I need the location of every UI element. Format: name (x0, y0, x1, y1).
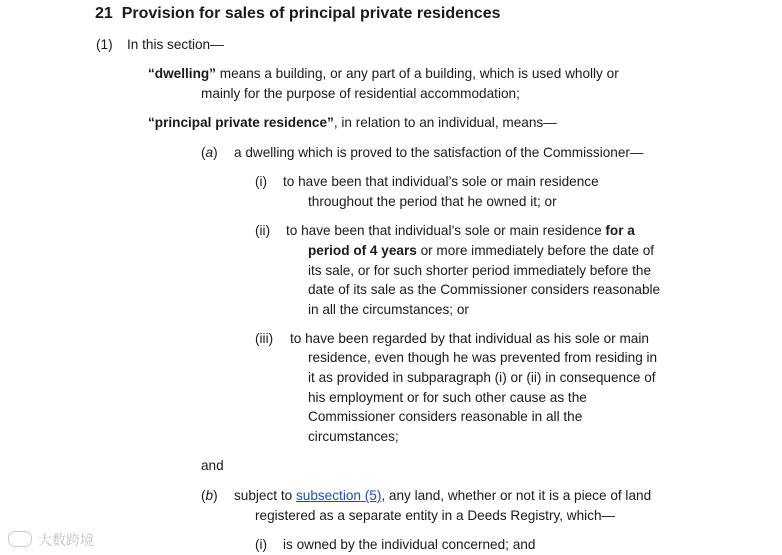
subpara-a-ii-line2: period of 4 years or more immediately before the date of (308, 243, 655, 258)
subpara-a-iii-line4: his employment or for such other cause as the (308, 390, 587, 405)
subpara-a-ii-line5: in all the circumstances; or (308, 302, 469, 317)
subpara-a-iii-line1: to have been regarded by that individual as his sole or main (290, 331, 649, 346)
ppr-text: , in relation to an individual, means— (333, 115, 557, 130)
subpara-a-ii-line1: to have been that individual’s sole or main residence for a (286, 223, 635, 238)
subpara-a-ii-line4: date of its sale as the Commissioner considers reasonable (308, 282, 661, 297)
section-heading (95, 4, 501, 24)
definition-dwelling-line2: mainly for the purpose of residential accommodation; (201, 86, 520, 101)
subpara-b-i-text: is owned by the individual concerned; and (283, 537, 536, 552)
dwelling-text-1: means a building, or any part of a building, which is used wholly or (215, 66, 619, 81)
subpara-a-iii-line5: Commissioner considers reasonable in all the (308, 409, 583, 424)
paragraph-a-text: a dwelling which is proved to the satisfaction of the Commissioner— (234, 145, 644, 160)
conjunction-and: and (201, 458, 224, 473)
bold-period: period of 4 years (308, 243, 417, 258)
subpara-a-i-label: (i) (255, 174, 268, 189)
paragraph-b-label: (b) (201, 488, 218, 503)
definition-dwelling-line1 (148, 64, 619, 84)
subpara-a-ii-line3: its sale, or for such shorter period immediately before the (308, 263, 652, 278)
bold-for-a: for a (605, 223, 635, 238)
subpara-a-ii-label: (ii) (255, 223, 271, 238)
subpara-a-iii-line6: circumstances; (308, 429, 399, 444)
watermark (8, 530, 94, 550)
subpara-a-iii-label: (iii) (255, 331, 274, 346)
paragraph-b-line2: registered as a separate entity in a Deeds Registry, which— (255, 508, 616, 523)
subpara-b-i-label: (i) (255, 537, 268, 552)
watermark-text: 大数跨境 (38, 532, 94, 548)
term-dwelling: “dwelling” (148, 66, 216, 81)
subsection-5-link[interactable]: subsection (5) (295, 488, 382, 503)
paragraph-a-label: (a) (201, 145, 218, 160)
watermark-logo-icon (8, 531, 32, 547)
subsection-1-label: (1) (96, 37, 113, 52)
subpara-a-iii-line2: residence, even though he was prevented from residing in (308, 350, 658, 365)
subpara-a-i-line1: to have been that individual’s sole or main residence (283, 174, 599, 189)
subpara-a-iii-line3: it as provided in subparagraph (i) or (ii) in consequence of (308, 370, 656, 385)
subpara-a-i-line2: throughout the period that he owned it; or (308, 194, 557, 209)
definition-ppr (148, 113, 557, 133)
term-ppr: “principal private residence” (148, 115, 334, 130)
subsection-1-intro: In this section— (127, 37, 224, 52)
section-number: 21 (95, 5, 113, 22)
section-title: Provision for sales of principal private residences (121, 5, 501, 22)
paragraph-b-line1: subject to subsection (5), any land, whether or not it is a piece of land (234, 488, 652, 503)
